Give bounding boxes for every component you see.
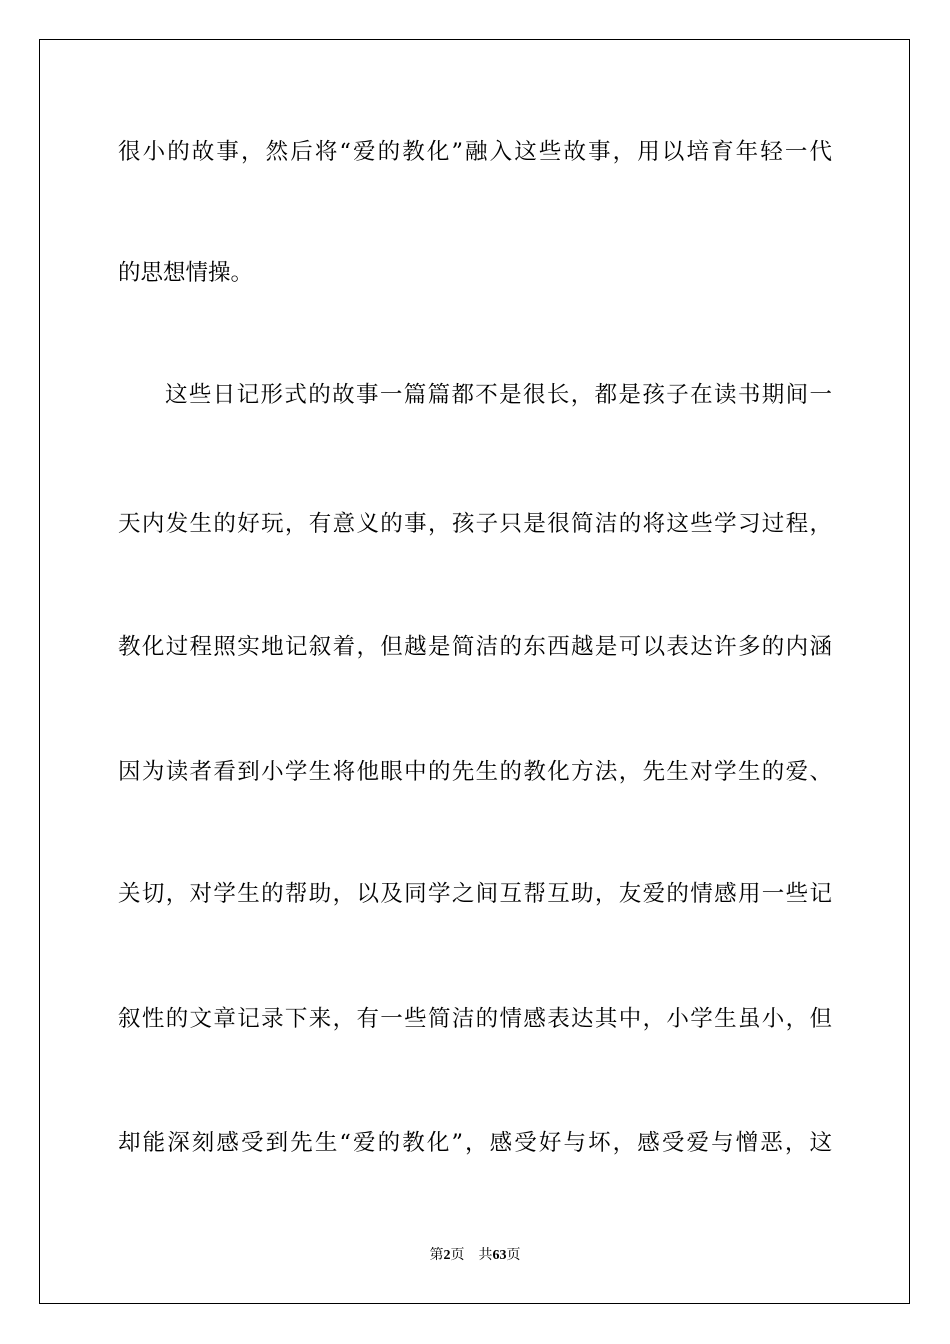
text-line-9: 却能深刻感受到先生“爱的教化”，感受好与坏，感受爱与憎恶，这 [118, 1130, 832, 1156]
footer-page-prefix: 第 [429, 1247, 444, 1263]
text-line-7: 关切，对学生的帮助，以及同学之间互帮互助，友爱的情感用一些记 [118, 881, 832, 907]
text-line-6: 因为读者看到小学生将他眼中的先生的教化方法，先生对学生的爱、 [118, 759, 832, 785]
text-line-1: 很小的故事，然后将“爱的教化”融入这些故事，用以培育年轻一代 [118, 139, 832, 165]
text-line-2: 的思想情操。 [118, 260, 254, 286]
footer-total-suffix: 页 [506, 1247, 521, 1263]
footer-page-suffix: 页 [450, 1247, 465, 1263]
footer-page-number: 2 [443, 1248, 451, 1263]
footer-total-pages: 63 [492, 1248, 507, 1263]
text-line-8: 叙性的文章记录下来，有一些简洁的情感表达其中，小学生虽小，但 [118, 1006, 832, 1032]
footer-total-prefix: 共 [478, 1247, 493, 1263]
text-line-3: 这些日记形式的故事一篇篇都不是很长，都是孩子在读书期间一 [165, 382, 832, 408]
text-line-4: 天内发生的好玩，有意义的事，孩子只是很简洁的将这些学习过程， [118, 511, 832, 537]
text-line-5: 教化过程照实地记叙着，但越是简洁的东西越是可以表达许多的内涵 [118, 634, 832, 660]
page-border [39, 39, 910, 1304]
page-footer [0, 1246, 950, 1265]
